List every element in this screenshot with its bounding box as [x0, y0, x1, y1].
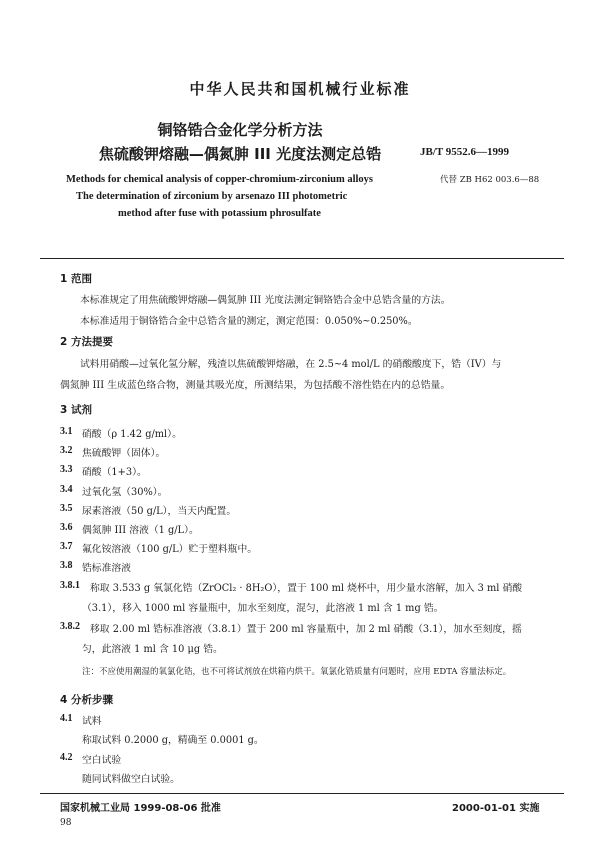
- replaces-standard: 代替 ZB H62 003.6—88: [440, 175, 540, 185]
- item-3-8-1-num: 3.8.1: [60, 580, 80, 591]
- section-2-p1: 试料用硝酸—过氧化氢分解，残渣以焦硫酸钾熔融，在 2.5~4 mol/L 的硝酸酸度下，锆（IV）与: [80, 359, 502, 370]
- item-4-1-text: 称取试料 0.2000 g，精确至 0.0001 g。: [82, 735, 264, 746]
- item-3-1-text: 硝酸（ρ 1.42 g/ml）。: [82, 429, 182, 440]
- title-en-line3: method after fuse with potassium phrosulfate: [118, 208, 321, 219]
- standard-number: JB/T 9552.6—1999: [420, 146, 510, 158]
- item-3-8-1-line2: （3.1），移入 1000 ml 容量瓶中，加水至刻度，混匀，此溶液 1 ml 含 1 mg 锆。: [82, 603, 444, 614]
- item-3-7-num: 3.7: [60, 541, 73, 552]
- item-3-8-text: 锆标准溶液: [82, 563, 131, 574]
- item-3-8-2-line1: 移取 2.00 ml 锆标准溶液（3.8.1）置于 200 ml 容量瓶中，加 2 ml 硝酸（3.1），加水至刻度，摇: [90, 624, 522, 635]
- item-3-6-text: 偶氮胂 III 溶液（1 g/L）。: [82, 525, 199, 536]
- title-en-line1: Methods for chemical analysis of copper-chromium-zirconium alloys: [66, 174, 374, 185]
- item-3-8-2-line2: 匀，此溶液 1 ml 含 10 μg 锆。: [82, 644, 223, 655]
- item-3-8-num: 3.8: [60, 560, 73, 571]
- item-3-2-num: 3.2: [60, 445, 73, 456]
- page-number: 98: [60, 818, 72, 828]
- item-3-4-num: 3.4: [60, 484, 73, 495]
- item-3-4-text: 过氧化氢（30%）。: [82, 487, 168, 498]
- section-3-note: 注：不应使用潮湿的氧氯化锆，也不可将试剂放在烘箱内烘干。氧氯化锆质量有问题时，应用 EDTA 容量法标定。: [82, 667, 512, 677]
- item-3-5-text: 尿素溶液（50 g/L），当天内配置。: [82, 506, 237, 517]
- section-1-p2: 本标准适用于铜铬锆合金中总锆含量的测定，测定范围：0.050%~0.250%。: [80, 316, 418, 327]
- top-divider: [40, 258, 564, 259]
- item-4-2-text: 随同试料做空白试验。: [82, 774, 180, 785]
- item-3-7-text: 氟化铵溶液（100 g/L）贮于塑料瓶中。: [82, 544, 258, 555]
- section-2-p2: 偶氮胂 III 生成蓝色络合物，测量其吸光度，所测结果，为包括酸不溶性锆在内的总锆量。: [60, 380, 451, 391]
- section-4-heading: 4 分析步骤: [60, 694, 113, 706]
- title-cn-line1: 铜铬锆合金化学分析方法: [157, 121, 323, 139]
- implementation-line: 2000-01-01 实施: [452, 803, 540, 814]
- item-4-1-title: 试料: [82, 716, 102, 727]
- item-3-5-num: 3.5: [60, 503, 73, 514]
- title-en-line2: The determination of zirconium by arsenazo III photometric: [76, 191, 348, 202]
- item-3-3-num: 3.3: [60, 464, 73, 475]
- item-4-2-num: 4.2: [60, 752, 73, 763]
- item-4-1-num: 4.1: [60, 713, 73, 724]
- item-3-3-text: 硝酸（1+3）。: [82, 467, 147, 478]
- section-1-heading: 1 范围: [60, 273, 92, 285]
- section-1-p1: 本标准规定了用焦硫酸钾熔融—偶氮胂 III 光度法测定铜铬锆合金中总锆含量的方法。: [80, 295, 451, 306]
- section-3-heading: 3 试剂: [60, 404, 92, 416]
- item-3-2-text: 焦硫酸钾（固体）。: [82, 448, 166, 459]
- title-cn-line2: 焦硫酸钾熔融—偶氮胂 III 光度法测定总锆: [98, 145, 382, 163]
- item-3-8-2-num: 3.8.2: [60, 621, 80, 632]
- item-3-1-num: 3.1: [60, 426, 73, 437]
- item-4-2-title: 空白试验: [82, 755, 122, 766]
- bottom-divider: [40, 793, 564, 794]
- standard-header: 中华人民共和国机械行业标准: [189, 80, 411, 98]
- item-3-8-1-line1: 称取 3.533 g 氧氯化锆（ZrOCl₂ · 8H₂O），置于 100 ml 烧杯中，用少量水溶解，加入 3 ml 硝酸: [90, 583, 523, 594]
- item-3-6-num: 3.6: [60, 522, 73, 533]
- approval-line: 国家机械工业局 1999-08-06 批准: [60, 803, 221, 814]
- section-2-heading: 2 方法提要: [60, 336, 113, 348]
